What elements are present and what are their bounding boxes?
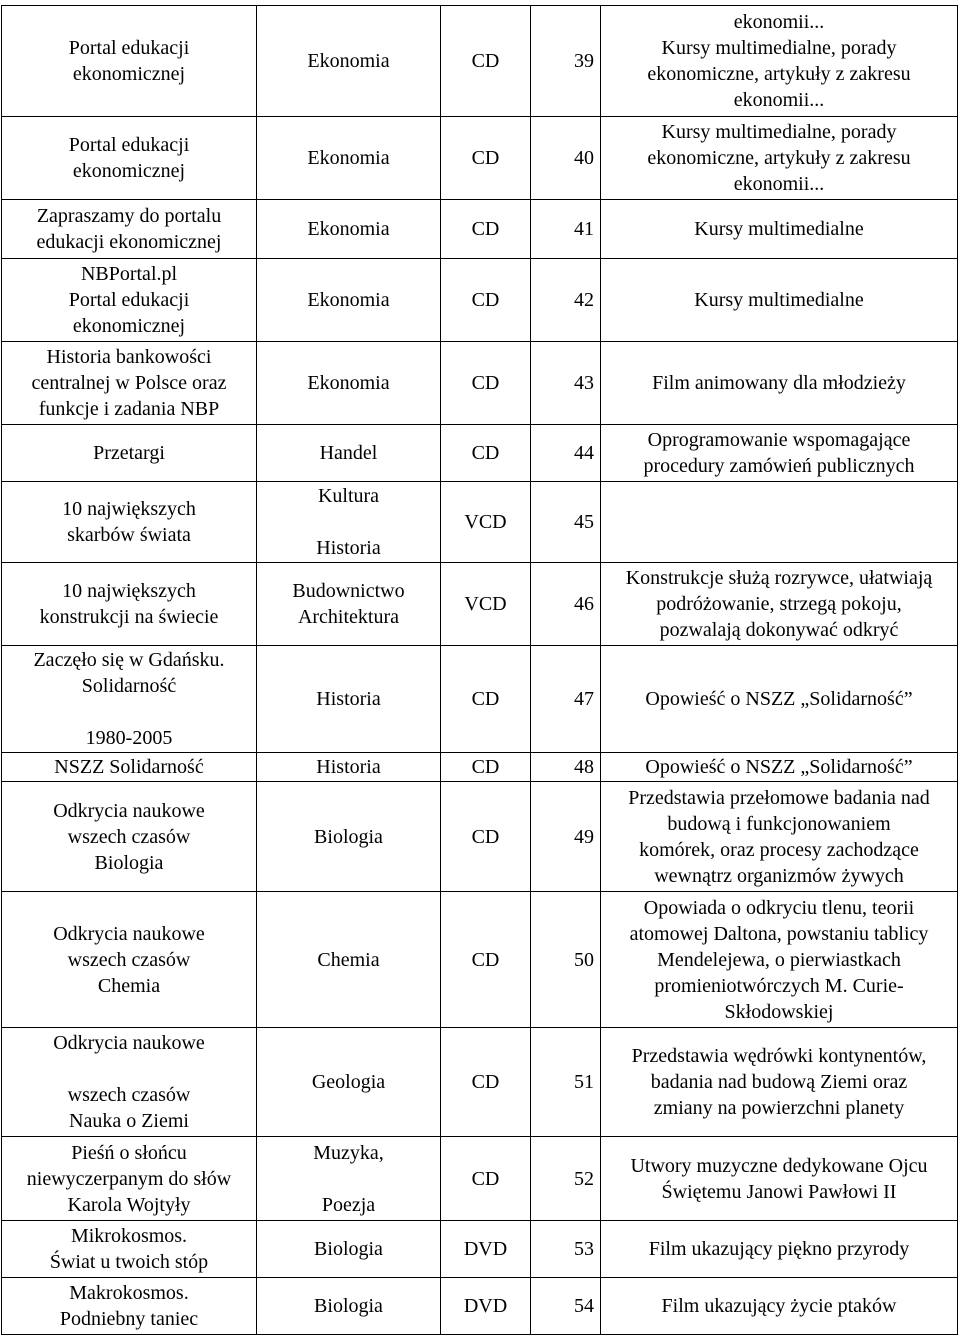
title-cell: NBPortal.pl Portal edukacji ekonomicznej bbox=[2, 259, 257, 342]
format-cell: CD bbox=[441, 6, 531, 117]
table-row bbox=[2, 342, 958, 425]
title-cell: 10 największych skarbów świata bbox=[2, 482, 257, 563]
table-row bbox=[2, 117, 958, 200]
table-row bbox=[2, 6, 958, 117]
description-cell: Przedstawia wędrówki kontynentów, badania nad budową Ziemi oraz zmiany na powierzchni planety bbox=[601, 1028, 958, 1137]
title-cell: NSZZ Solidarność bbox=[2, 753, 257, 782]
category-cell: Biologia bbox=[257, 1221, 441, 1278]
description-cell: Opowiada o odkryciu tlenu, teorii atomowej Daltona, powstaniu tablicy Mendelejewa, o pierwiastkach promieniotwórczych M. Curie- Skłodowskiej bbox=[601, 892, 958, 1028]
number-cell: 41 bbox=[531, 200, 601, 259]
category-cell: Handel bbox=[257, 425, 441, 482]
title-cell: Odkrycia naukowe wszech czasów Biologia bbox=[2, 782, 257, 892]
category-cell: Ekonomia bbox=[257, 200, 441, 259]
catalog-table bbox=[1, 5, 958, 1335]
number-cell: 51 bbox=[531, 1028, 601, 1137]
category-cell: Chemia bbox=[257, 892, 441, 1028]
table-row bbox=[2, 425, 958, 482]
number-cell: 54 bbox=[531, 1278, 601, 1335]
category-cell: Ekonomia bbox=[257, 6, 441, 117]
number-cell: 40 bbox=[531, 117, 601, 200]
title-cell: Zaczęło się w Gdańsku. Solidarność 1980-2005 bbox=[2, 646, 257, 753]
description-cell: Przedstawia przełomowe badania nad budową i funkcjonowaniem komórek, oraz procesy zachodzące wewnątrz organizmów żywych bbox=[601, 782, 958, 892]
title-cell: Historia bankowości centralnej w Polsce oraz funkcje i zadania NBP bbox=[2, 342, 257, 425]
format-cell: DVD bbox=[441, 1221, 531, 1278]
title-cell: Makrokosmos. Podniebny taniec bbox=[2, 1278, 257, 1335]
number-cell: 49 bbox=[531, 782, 601, 892]
title-cell: Portal edukacji ekonomicznej bbox=[2, 117, 257, 200]
format-cell: VCD bbox=[441, 482, 531, 563]
title-cell: Portal edukacji ekonomicznej bbox=[2, 6, 257, 117]
description-cell: Kursy multimedialne bbox=[601, 259, 958, 342]
table-row bbox=[2, 200, 958, 259]
description-cell: Film animowany dla młodzieży bbox=[601, 342, 958, 425]
number-cell: 52 bbox=[531, 1137, 601, 1221]
table-row bbox=[2, 259, 958, 342]
format-cell: DVD bbox=[441, 1278, 531, 1335]
number-cell: 46 bbox=[531, 563, 601, 646]
category-cell: Budownictwo Architektura bbox=[257, 563, 441, 646]
title-cell: Mikrokosmos. Świat u twoich stóp bbox=[2, 1221, 257, 1278]
format-cell: CD bbox=[441, 342, 531, 425]
table-row bbox=[2, 482, 958, 563]
description-cell: Konstrukcje służą rozrywce, ułatwiają podróżowanie, strzegą pokoju, pozwalają dokonywać odkryć bbox=[601, 563, 958, 646]
description-cell: ekonomii... Kursy multimedialne, porady ekonomiczne, artykuły z zakresu ekonomii... bbox=[601, 6, 958, 117]
title-cell: Odkrycia naukowe wszech czasów Chemia bbox=[2, 892, 257, 1028]
format-cell: CD bbox=[441, 1028, 531, 1137]
title-cell: Pieśń o słońcu niewyczerpanym do słów Karola Wojtyły bbox=[2, 1137, 257, 1221]
category-cell: Ekonomia bbox=[257, 342, 441, 425]
format-cell: CD bbox=[441, 259, 531, 342]
table-row bbox=[2, 782, 958, 892]
format-cell: CD bbox=[441, 1137, 531, 1221]
format-cell: CD bbox=[441, 117, 531, 200]
format-cell: CD bbox=[441, 753, 531, 782]
description-cell bbox=[601, 482, 958, 563]
format-cell: CD bbox=[441, 200, 531, 259]
description-cell: Opowieść o NSZZ „Solidarność” bbox=[601, 753, 958, 782]
category-cell: Historia bbox=[257, 646, 441, 753]
description-cell: Utwory muzyczne dedykowane Ojcu Świętemu Janowi Pawłowi II bbox=[601, 1137, 958, 1221]
format-cell: CD bbox=[441, 892, 531, 1028]
category-cell: Kultura Historia bbox=[257, 482, 441, 563]
description-cell: Kursy multimedialne bbox=[601, 200, 958, 259]
category-cell: Historia bbox=[257, 753, 441, 782]
description-cell: Oprogramowanie wspomagające procedury zamówień publicznych bbox=[601, 425, 958, 482]
format-cell: CD bbox=[441, 646, 531, 753]
number-cell: 39 bbox=[531, 6, 601, 117]
format-cell: CD bbox=[441, 425, 531, 482]
category-cell: Geologia bbox=[257, 1028, 441, 1137]
description-cell: Film ukazujący życie ptaków bbox=[601, 1278, 958, 1335]
description-cell: Kursy multimedialne, porady ekonomiczne, artykuły z zakresu ekonomii... bbox=[601, 117, 958, 200]
table-row bbox=[2, 892, 958, 1028]
format-cell: VCD bbox=[441, 563, 531, 646]
description-cell: Film ukazujący piękno przyrody bbox=[601, 1221, 958, 1278]
category-cell: Ekonomia bbox=[257, 117, 441, 200]
table-row bbox=[2, 1221, 958, 1278]
table-row bbox=[2, 753, 958, 782]
title-cell: Odkrycia naukowe wszech czasów Nauka o Ziemi bbox=[2, 1028, 257, 1137]
number-cell: 44 bbox=[531, 425, 601, 482]
number-cell: 43 bbox=[531, 342, 601, 425]
number-cell: 47 bbox=[531, 646, 601, 753]
number-cell: 42 bbox=[531, 259, 601, 342]
number-cell: 53 bbox=[531, 1221, 601, 1278]
number-cell: 48 bbox=[531, 753, 601, 782]
table-row bbox=[2, 563, 958, 646]
category-cell: Ekonomia bbox=[257, 259, 441, 342]
number-cell: 45 bbox=[531, 482, 601, 563]
table-row bbox=[2, 646, 958, 753]
format-cell: CD bbox=[441, 782, 531, 892]
description-cell: Opowieść o NSZZ „Solidarność” bbox=[601, 646, 958, 753]
category-cell: Biologia bbox=[257, 782, 441, 892]
table-row bbox=[2, 1137, 958, 1221]
title-cell: Zapraszamy do portalu edukacji ekonomicznej bbox=[2, 200, 257, 259]
title-cell: Przetargi bbox=[2, 425, 257, 482]
table-row bbox=[2, 1028, 958, 1137]
category-cell: Biologia bbox=[257, 1278, 441, 1335]
title-cell: 10 największych konstrukcji na świecie bbox=[2, 563, 257, 646]
number-cell: 50 bbox=[531, 892, 601, 1028]
category-cell: Muzyka, Poezja bbox=[257, 1137, 441, 1221]
